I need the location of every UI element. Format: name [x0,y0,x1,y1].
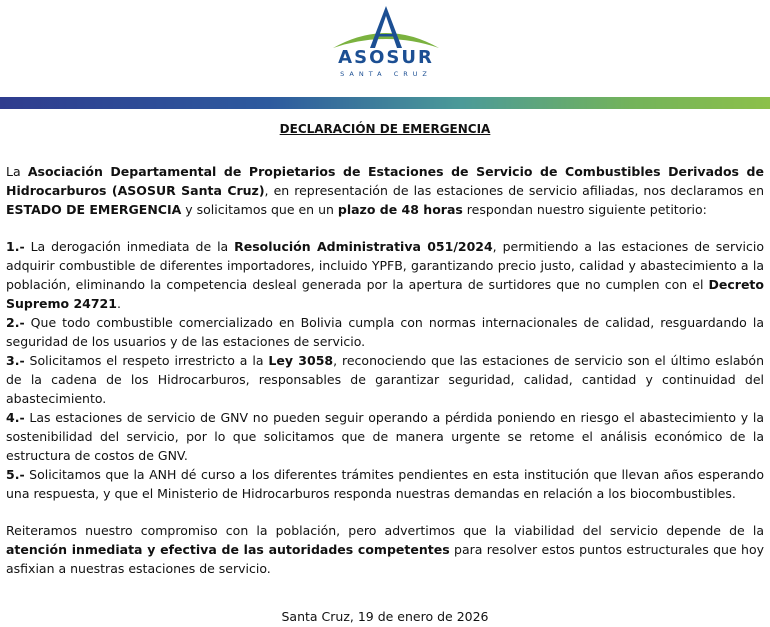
intro-text-4: respondan nuestro siguiente petitorio: [462,202,707,217]
document-body [6,162,764,578]
intro-emergency-state: ESTADO DE EMERGENCIA [6,202,182,217]
item-number: 5.- [6,467,25,482]
item-number: 2.- [6,315,25,330]
petition-item-4 [6,408,764,465]
logo-subtitle: SANTA CRUZ [340,70,432,78]
item-number: 4.- [6,410,25,425]
closing-text-2: para resolver estos puntos estructurales que hoy asfixian a nuestras estaciones de servicio. [6,542,764,576]
item-number: 1.- [6,239,25,254]
item-number: 3.- [6,353,25,368]
petition-item-1 [6,237,764,313]
item-bold-resolution: Resolución Administrativa 051/2024 [234,239,493,254]
intro-paragraph [6,162,764,219]
petition-item-2 [6,313,764,351]
letterhead [0,0,770,96]
closing-paragraph [6,521,764,578]
intro-deadline: plazo de 48 horas [337,202,463,217]
fuel-tower-logo-icon [325,4,447,52]
item-text: Las estaciones de servicio de GNV no pueden seguir operando a pérdida poniendo en riesgo el abastecimiento y la sostenibilidad del servicio, por lo que solicitamos que de manera urgente se retome el análisis económico de la estructura de costos de GNV. [6,410,764,463]
petition-item-5 [6,465,764,503]
document-title: DECLARACIÓN DE EMERGENCIA [279,122,491,136]
intro-association-name: Asociación Departamental de Propietarios de Estaciones de Servicio de Combustibles Derivados de Hidrocarburos (ASOSUR Santa Cruz) [6,164,764,198]
logo-wordmark: ASOSUR [338,47,434,68]
item-text: , permitiendo a las estaciones de servicio adquirir combustible de diferentes importadores, incluido YPFB, garantizando precio justo, calidad y abastecimiento a la población, eliminando la competencia desleal generada por la apertura de surtidores que no cumplen con el [6,239,764,292]
item-text: La derogación inmediata de la [24,239,235,254]
item-bold-decree: Decreto Supremo 24721 [6,277,764,311]
intro-text-1: La [6,164,28,179]
item-text: Que todo combustible comercializado en Bolivia cumpla con normas internacionales de calidad, resguardando la seguridad de los usuarios y de las estaciones de servicio. [6,315,764,349]
intro-text-2: , en representación de las estaciones de servicio afiliadas, nos declaramos en [264,183,764,198]
closing-bold: atención inmediata y efectiva de las autoridades competentes [6,542,450,557]
item-text: Solicitamos el respeto irrestricto a la [24,353,269,368]
logo-tower-shape [370,6,402,48]
item-text: Solicitamos que la ANH dé curso a los diferentes trámites pendientes en esta institución que llevan años esperando una respuesta, y que el Ministerio de Hidrocarburos responda nuestras demandas en relación a los biocombustibles. [6,467,764,501]
intro-text-3: y solicitamos que en un [181,202,338,217]
logo-tower-bar [379,34,393,37]
asosur-logo [325,4,447,88]
place-and-date: Santa Cruz, 19 de enero de 2026 [281,609,489,624]
closing-text-1: Reiteramos nuestro compromiso con la población, pero advertimos que la viabilidad del servicio depende de la [6,523,764,538]
petition-item-3 [6,351,764,408]
item-text: . [116,296,121,311]
item-bold-law: Ley 3058 [268,353,334,368]
item-text: , reconociendo que las estaciones de servicio son el último eslabón de la cadena de los Hidrocarburos, responsables de garantizar seguridad, calidad, cantidad y continuidad del abastecimiento. [6,353,765,406]
header-gradient-band [0,97,770,109]
